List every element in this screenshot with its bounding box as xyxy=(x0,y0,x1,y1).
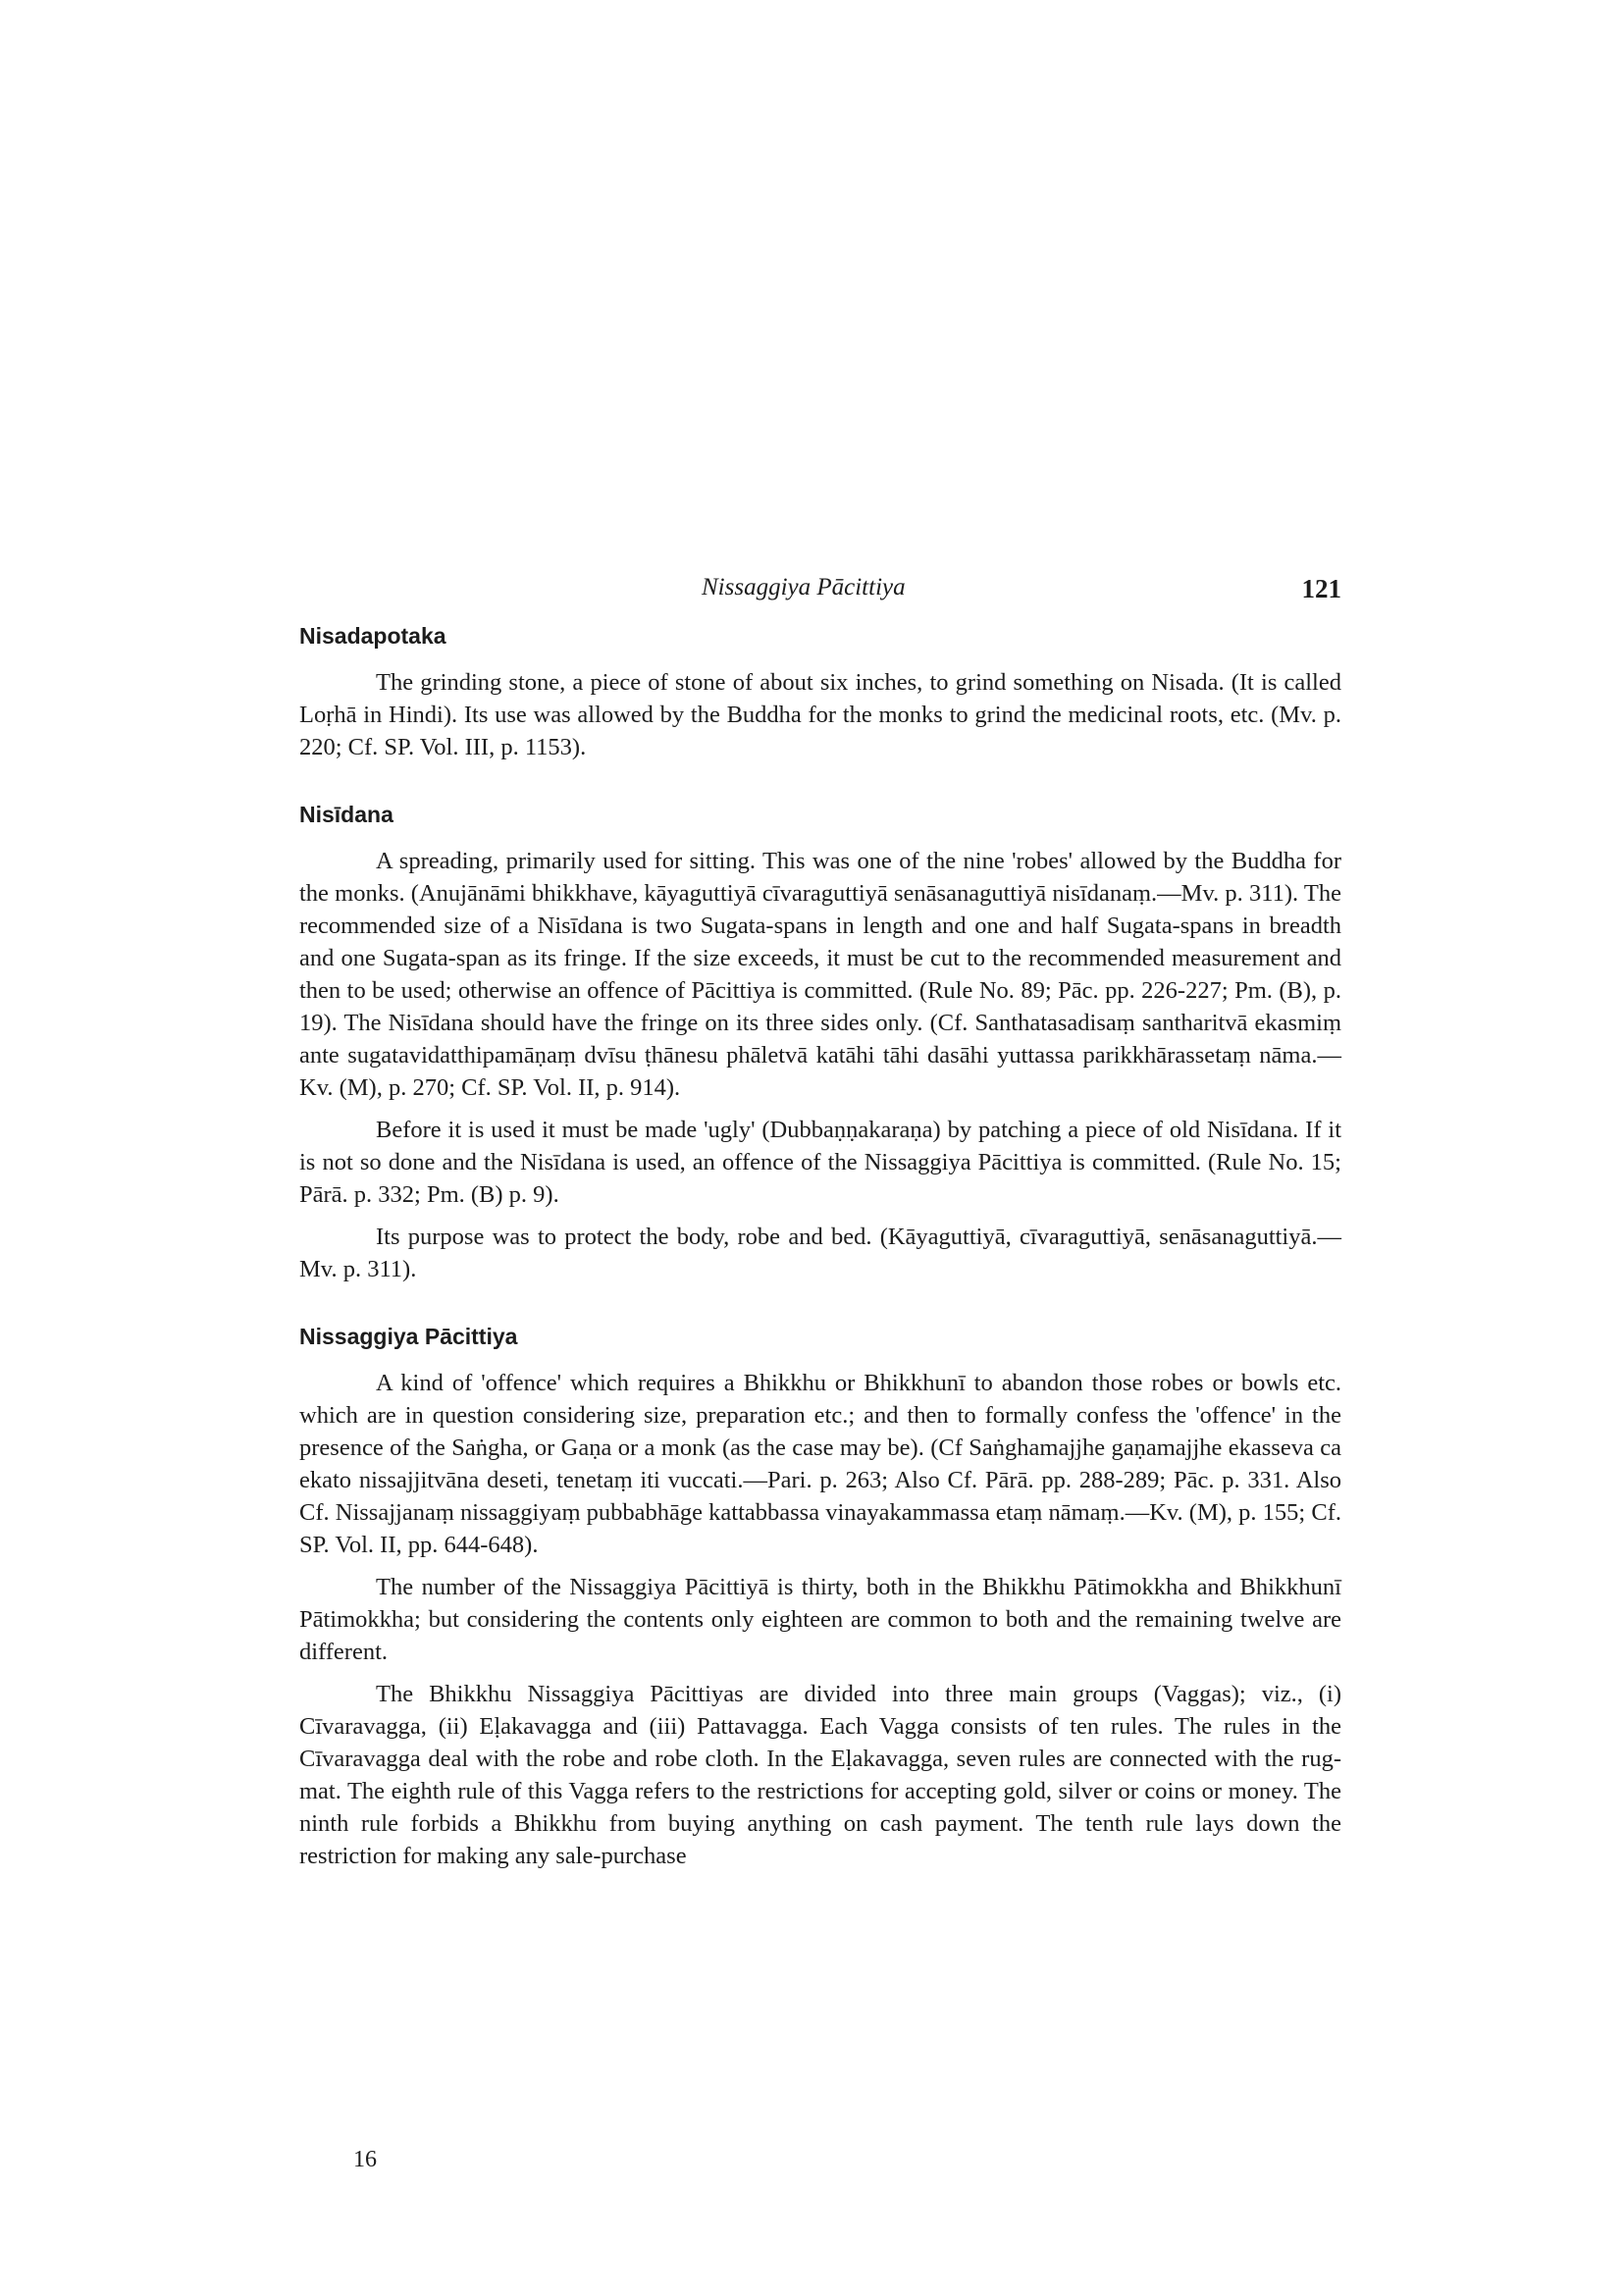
entry-paragraph: The number of the Nissaggiya Pācittiyā is thirty, both in the Bhikkhu Pātimokkha and Bhikkhunī Pātimokkha; but considering the contents only eighteen are common to both and the remaining twelve are different. xyxy=(299,1574,1341,1665)
running-head xyxy=(299,574,1341,613)
entry-title: Nisadapotaka xyxy=(299,623,446,649)
entry-paragraph: The grinding stone, a piece of stone of about six inches, to grind something on Nisada. (It is called Loṛhā in Hindi). Its use was allowed by the Buddha for the monks to grind the medicinal roots, etc. (Mv. p. 220; Cf. SP. Vol. III, p. 1153). xyxy=(299,669,1341,760)
entry-nisadapotaka xyxy=(299,620,1341,763)
entry-paragraph: The Bhikkhu Nissaggiya Pācittiyas are divided into three main groups (Vaggas); viz., (i) Cīvaravagga, (ii) Eḷakavagga and (iii) Pattavagga. Each Vagga consists of ten rules. The rules in the Cīvaravagga deal with the robe and robe cloth. In the Eḷakavagga, seven rules are connected with the rug-mat. The eighth rule of this Vagga refers to the restrictions for accepting gold, silver or coins or money. The ninth rule forbids a Bhikkhu from buying anything on cash payment. The tenth rule lays down the restriction for making any sale-purchase xyxy=(299,1681,1341,1869)
entry-paragraph: Its purpose was to protect the body, robe and bed. (Kāyaguttiyā, cīvaraguttiyā, senāsanaguttiyā.—Mv. p. 311). xyxy=(299,1224,1341,1282)
page-content xyxy=(299,620,1341,1907)
entry-nissaggiya-pacittiya xyxy=(299,1321,1341,1872)
signature-mark: 16 xyxy=(353,2147,377,2172)
running-title: Nissaggiya Pācittiya xyxy=(702,574,906,600)
entry-paragraph: A kind of 'offence' which requires a Bhikkhu or Bhikkhunī to abandon those robes or bowls etc. which are in question considering size, preparation etc.; and then to formally confess the 'offence' in the presence of the Saṅgha, or Gaṇa or a monk (as the case may be). (Cf Saṅghamajjhe gaṇamajjhe ekasseva ca ekato nissajjitvāna deseti, tenetaṃ iti vuccati.—Pari. p. 263; Also Cf. Pārā. pp. 288-289; Pāc. p. 331. Also Cf. Nissajjanaṃ nissaggiyaṃ pubbabhāge kattabbassa vinayakammassa etaṃ nāmaṃ.—Kv. (M), p. 155; Cf. SP. Vol. II, pp. 644-648). xyxy=(299,1370,1341,1558)
entry-title: Nissaggiya Pācittiya xyxy=(299,1324,518,1349)
entry-title: Nisīdana xyxy=(299,802,393,827)
entry-nisidana xyxy=(299,799,1341,1285)
page-number: 121 xyxy=(1301,574,1341,603)
entry-paragraph: A spreading, primarily used for sitting. This was one of the nine 'robes' allowed by the Buddha for the monks. (Anujānāmi bhikkhave, kāyaguttiyā cīvaraguttiyā senāsanaguttiyā nisīdanaṃ.—Mv. p. 311). The recommended size of a Nisīdana is two Sugata-spans in length and one and half Sugata-spans in breadth and one Sugata-span as its fringe. If the size exceeds, it must be cut to the recommended measurement and then to be used; otherwise an offence of Pācittiya is committed. (Rule No. 89; Pāc. pp. 226-227; Pm. (B), p. 19). The Nisīdana should have the fringe on its three sides only. (Cf. Santhatasadisaṃ santharitvā ekasmiṃ ante sugatavidatthipamāṇaṃ dvīsu ṭhānesu phāletvā katāhi tāhi dasāhi yuttassa parikkhārassetaṃ nāma.—Kv. (M), p. 270; Cf. SP. Vol. II, p. 914). xyxy=(299,848,1341,1101)
entry-paragraph: Before it is used it must be made 'ugly' (Dubbaṇṇakaraṇa) by patching a piece of old Nisīdana. If it is not so done and the Nisīdana is used, an offence of the Nissaggiya Pācittiya is committed. (Rule No. 15; Pārā. p. 332; Pm. (B) p. 9). xyxy=(299,1117,1341,1208)
